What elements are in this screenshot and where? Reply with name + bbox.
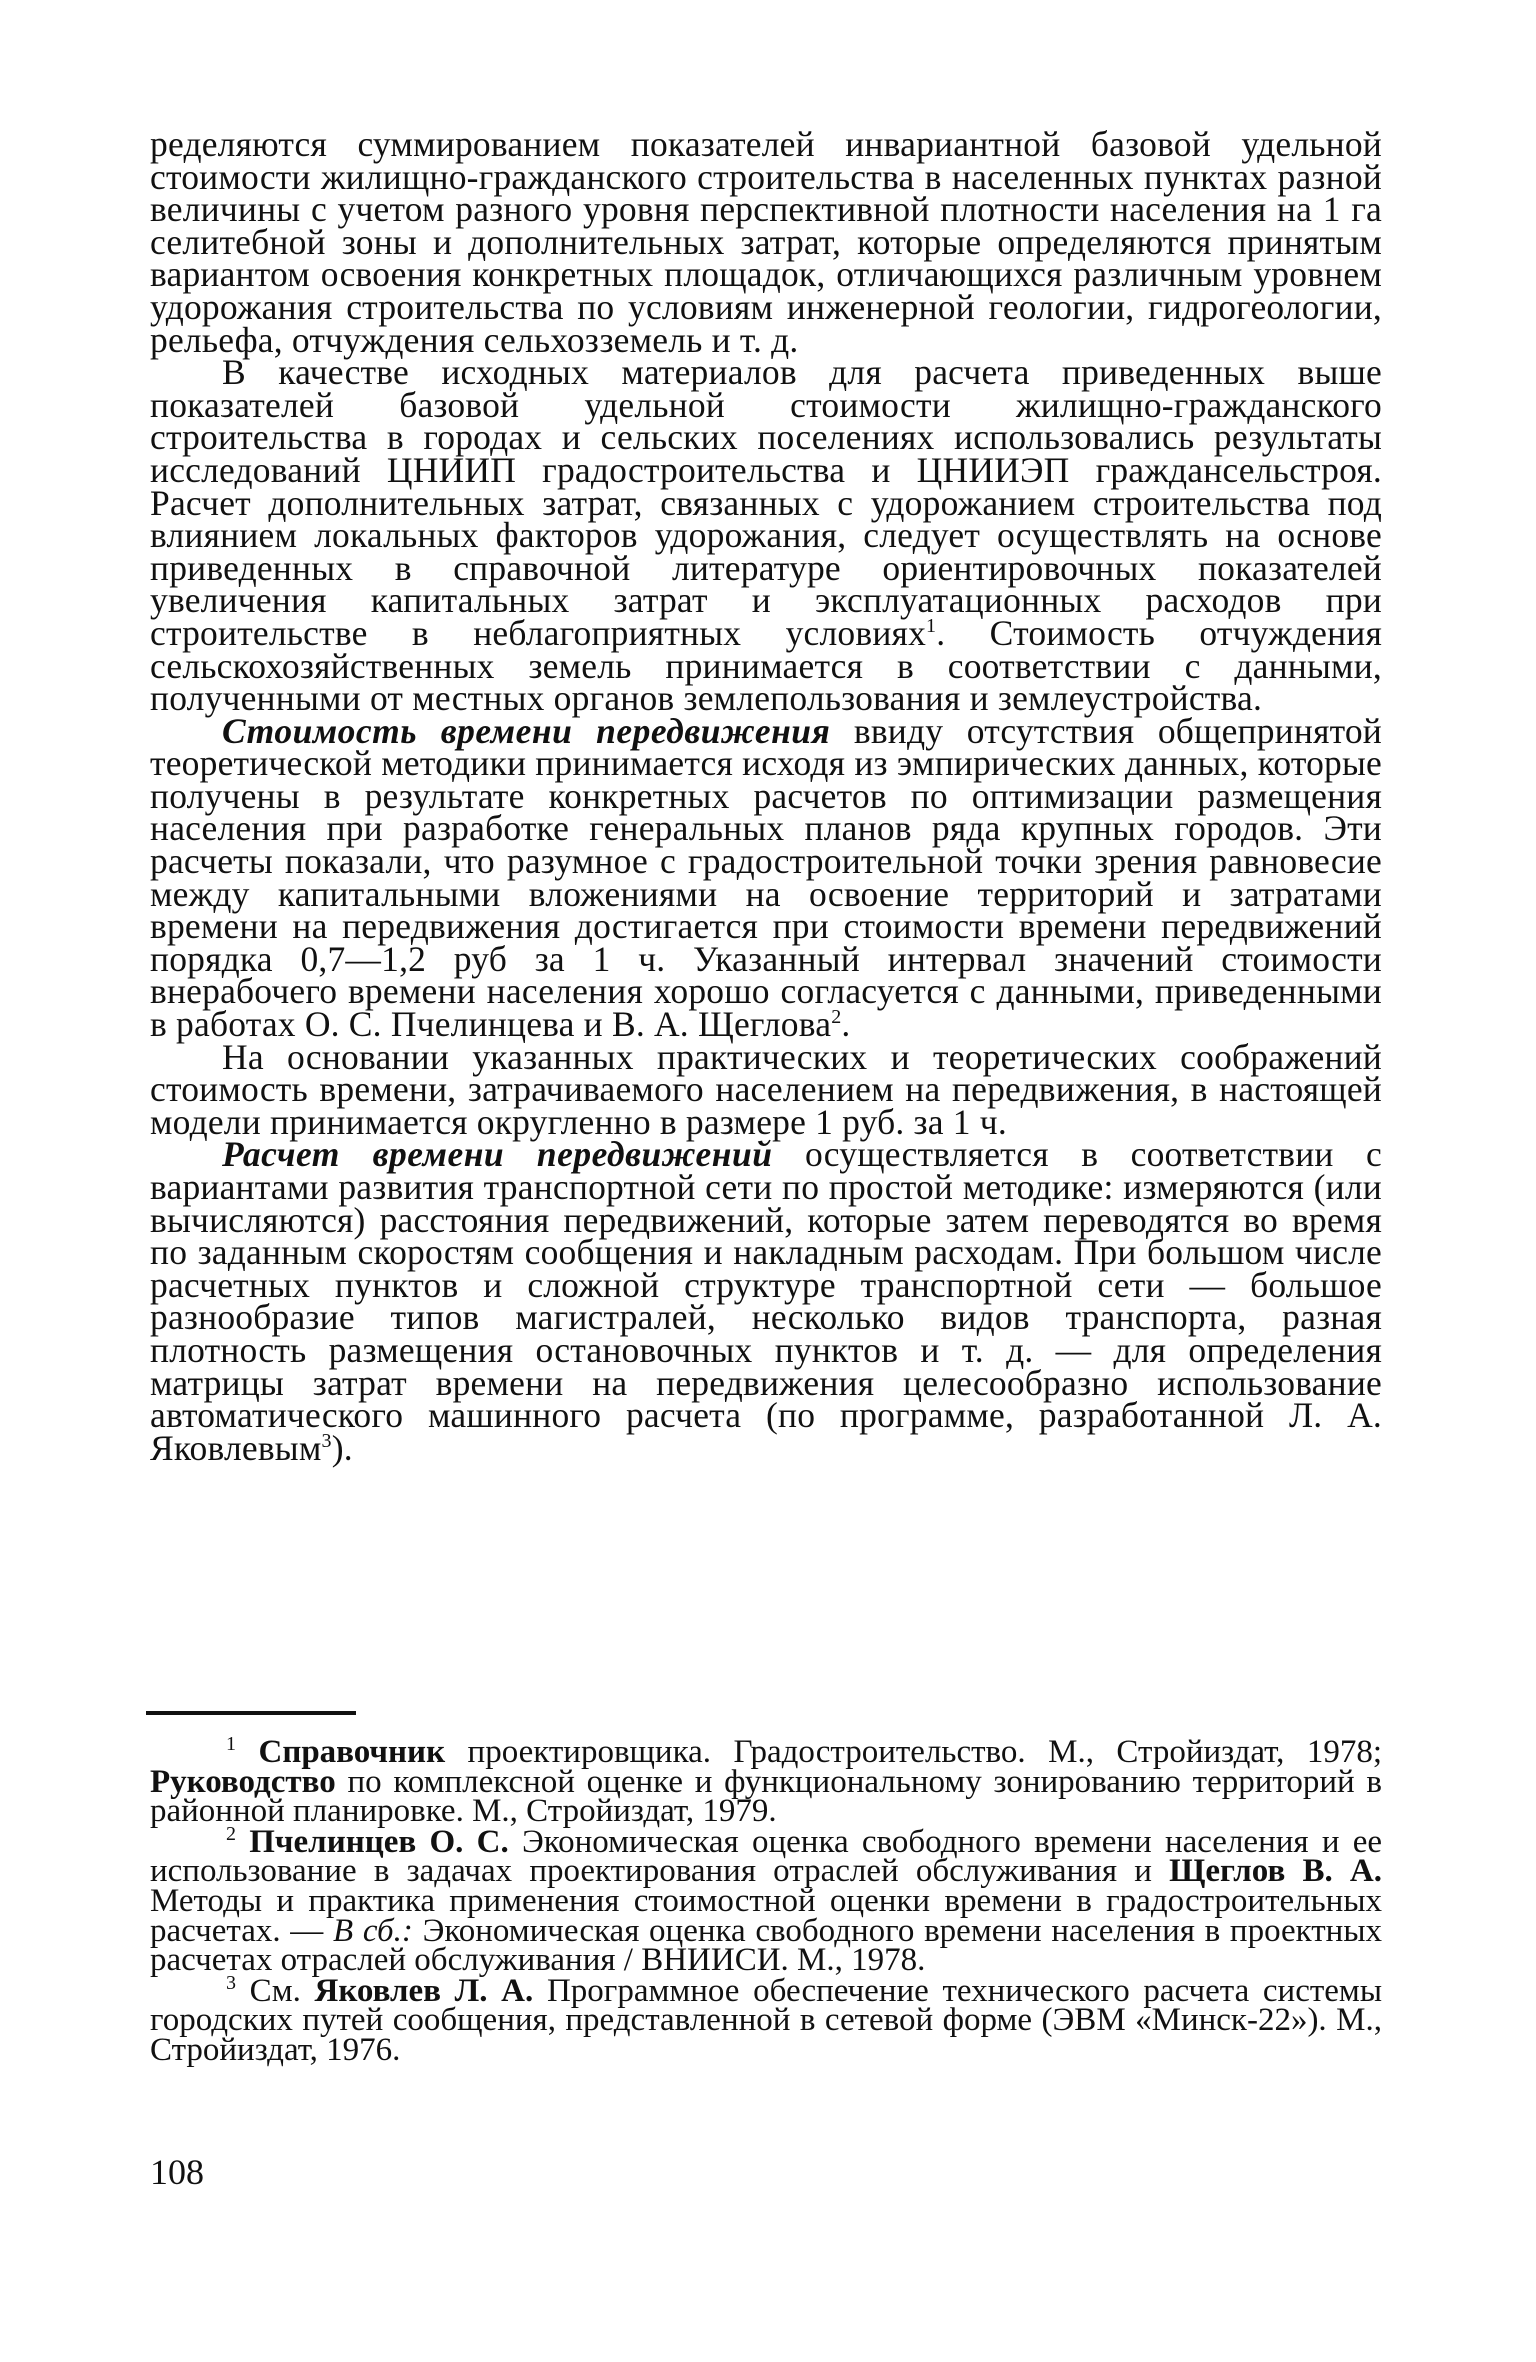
footnote-3-text-0: См. [236, 1972, 315, 2009]
footnote-1-bold-1: Справочник [258, 1734, 446, 1770]
paragraph-5 [150, 1134, 1382, 1468]
paragraph-3 [150, 710, 1382, 1045]
footnote-2-bold-2: Щеглов В. А. [1169, 1853, 1382, 1890]
footnote-3-bold-1: Яковлев Л. А. [314, 1972, 534, 2009]
footnotes [150, 1733, 1383, 2068]
paragraph-2-tail: . Стоимость отчуждения сельскохозяйственных земель принимается в соответствии с данными, полученными от местных органов землепользования и землеустройства. [150, 612, 1382, 719]
paragraph-2-text: В качестве исходных материалов для расчета приведенных выше показателей базовой удельной стоимости жилищно-гражданского строительства в городах и сельских поселениях использовались результаты исследований ЦНИИП градостроительства и ЦНИИЭП граждансельстроя. Расчет дополнительных затрат, связанных с удорожанием строительства под влиянием локальных факторов удорожания, следует осуществлять на основе приведенных в справочной литературе ориентировочных показателей увеличения капитальных затрат и эксплуатационных расходов при строительстве в неблагоприятных условиях [150, 352, 1382, 653]
footnote-3 [150, 1971, 1382, 2068]
paragraph-3-tail: . [841, 1004, 851, 1045]
paragraph-3-text: ввиду отсутствия общепринятой теоретической методики принимается исходя из эмпирических данных, которые получены в результате конкретных расчетов по оптимизации размещения населения при разработке генеральных планов ряда крупных городов. Эти расчеты показали, что разумное с градостроительной точки зрения равновесие между капитальными вложениями на освоение территорий и затратами времени на передвижения достигается при стоимости времени передвижений порядка 0,7—1,2 руб за 1 ч. Указанный интервал значений стоимости внерабочего времени населения хорошо согласуется с данными, приведенными в работах О. С. Пчелинцева и В. А. Щеглова [150, 710, 1382, 1045]
paragraph-5-emphasis: Расчет времени передвижений [222, 1134, 773, 1175]
footnote-2-italic: В сб.: [332, 1912, 413, 1949]
footnote-1-text-1: проектировщика. Градостроительство. М., Стройиздат, 1978; [445, 1734, 1382, 1770]
footnote-2-text-2: Методы и практика применения стоимостной оценки времени в градостроительных расчетах. — [150, 1882, 1382, 1949]
paragraph-3-emphasis: Стоимость времени передвижения [222, 710, 831, 751]
paragraph-4 [150, 1036, 1382, 1142]
footnote-ref-3: 3 [321, 1429, 332, 1452]
paragraph-5-text: осуществляется в соответствии с вариантами развития транспортной сети по простой методике: измеряются (или вычисляются) расстояния передвижений, которые затем переводятся во время по заданным скоростям сообщения и накладным расходам. При большом числе расчетных пунктов и сложной структуре транспортной сети — большое разнообразие типов магистралей, несколько видов транспорта, разная плотность размещения остановочных пунктов и т. д. — для определения матрицы затрат времени на передвижения целесообразно использование автоматического машинного расчета (по программе, разработанной Л. А. Яковлевым [150, 1134, 1382, 1468]
paragraph-5-tail: ). [331, 1427, 353, 1468]
footnote-2-text-3: Экономическая оценка свободного времени населения в проектных расчетах отраслей обслуживания / ВНИИСИ. М., 1978. [150, 1912, 1382, 1979]
footnote-2-number: 2 [226, 1822, 236, 1845]
footnote-2-bold-1: Пчелинцев О. С. [249, 1823, 509, 1860]
footnote-3-text-1: Программное обеспечение технического расчета системы городских путей сообщения, представленной в сетевой форме (ЭВМ «Минск-22»). М., Стройиздат, 1976. [150, 1972, 1382, 2068]
footnote-2-text-1: Экономическая оценка свободного времени населения и ее использование в задачах проектирования отраслей обслуживания и [150, 1823, 1383, 1890]
footnote-1-text-2: по комплексной оценке и функциональному зонированию территорий в районной планировке. М., Стройиздат, 1979. [150, 1763, 1382, 1830]
footnote-3-number: 3 [226, 1971, 236, 1994]
footnote-1-bold-2: Руководство [150, 1763, 336, 1800]
footnote-ref-2: 2 [831, 1006, 842, 1029]
paragraph-1-text: ределяются суммированием показателей инвариантной базовой удельной стоимости жилищно-гражданского строительства в населенных пунктах разной величины с учетом разного уровня перспективной плотности населения на 1 га селитебной зоны и дополнительных затрат, которые определяются принятым вариантом освоения конкретных площадок, отличающихся различным уровнем удорожания строительства по условиям инженерной геологии, гидрогеологии, рельефа, отчуждения сельхозземель и т. д. [150, 124, 1382, 360]
footnote-1-number: 1 [226, 1733, 236, 1755]
footnote-ref-1: 1 [926, 615, 937, 638]
footnote-2 [150, 1822, 1383, 1979]
main-text [150, 124, 1382, 1468]
paragraph-2 [150, 352, 1382, 719]
paragraph-1 [150, 124, 1382, 360]
footnote-1 [150, 1733, 1382, 1830]
page-number: 108 [150, 2152, 204, 2192]
paragraph-4-text: На основании указанных практических и теоретических соображений стоимость времени, затрачиваемого населением на передвижения, в настоящей модели принимается округленно в размере 1 руб. за 1 ч. [150, 1036, 1382, 1142]
footnote-separator [146, 1711, 356, 1715]
